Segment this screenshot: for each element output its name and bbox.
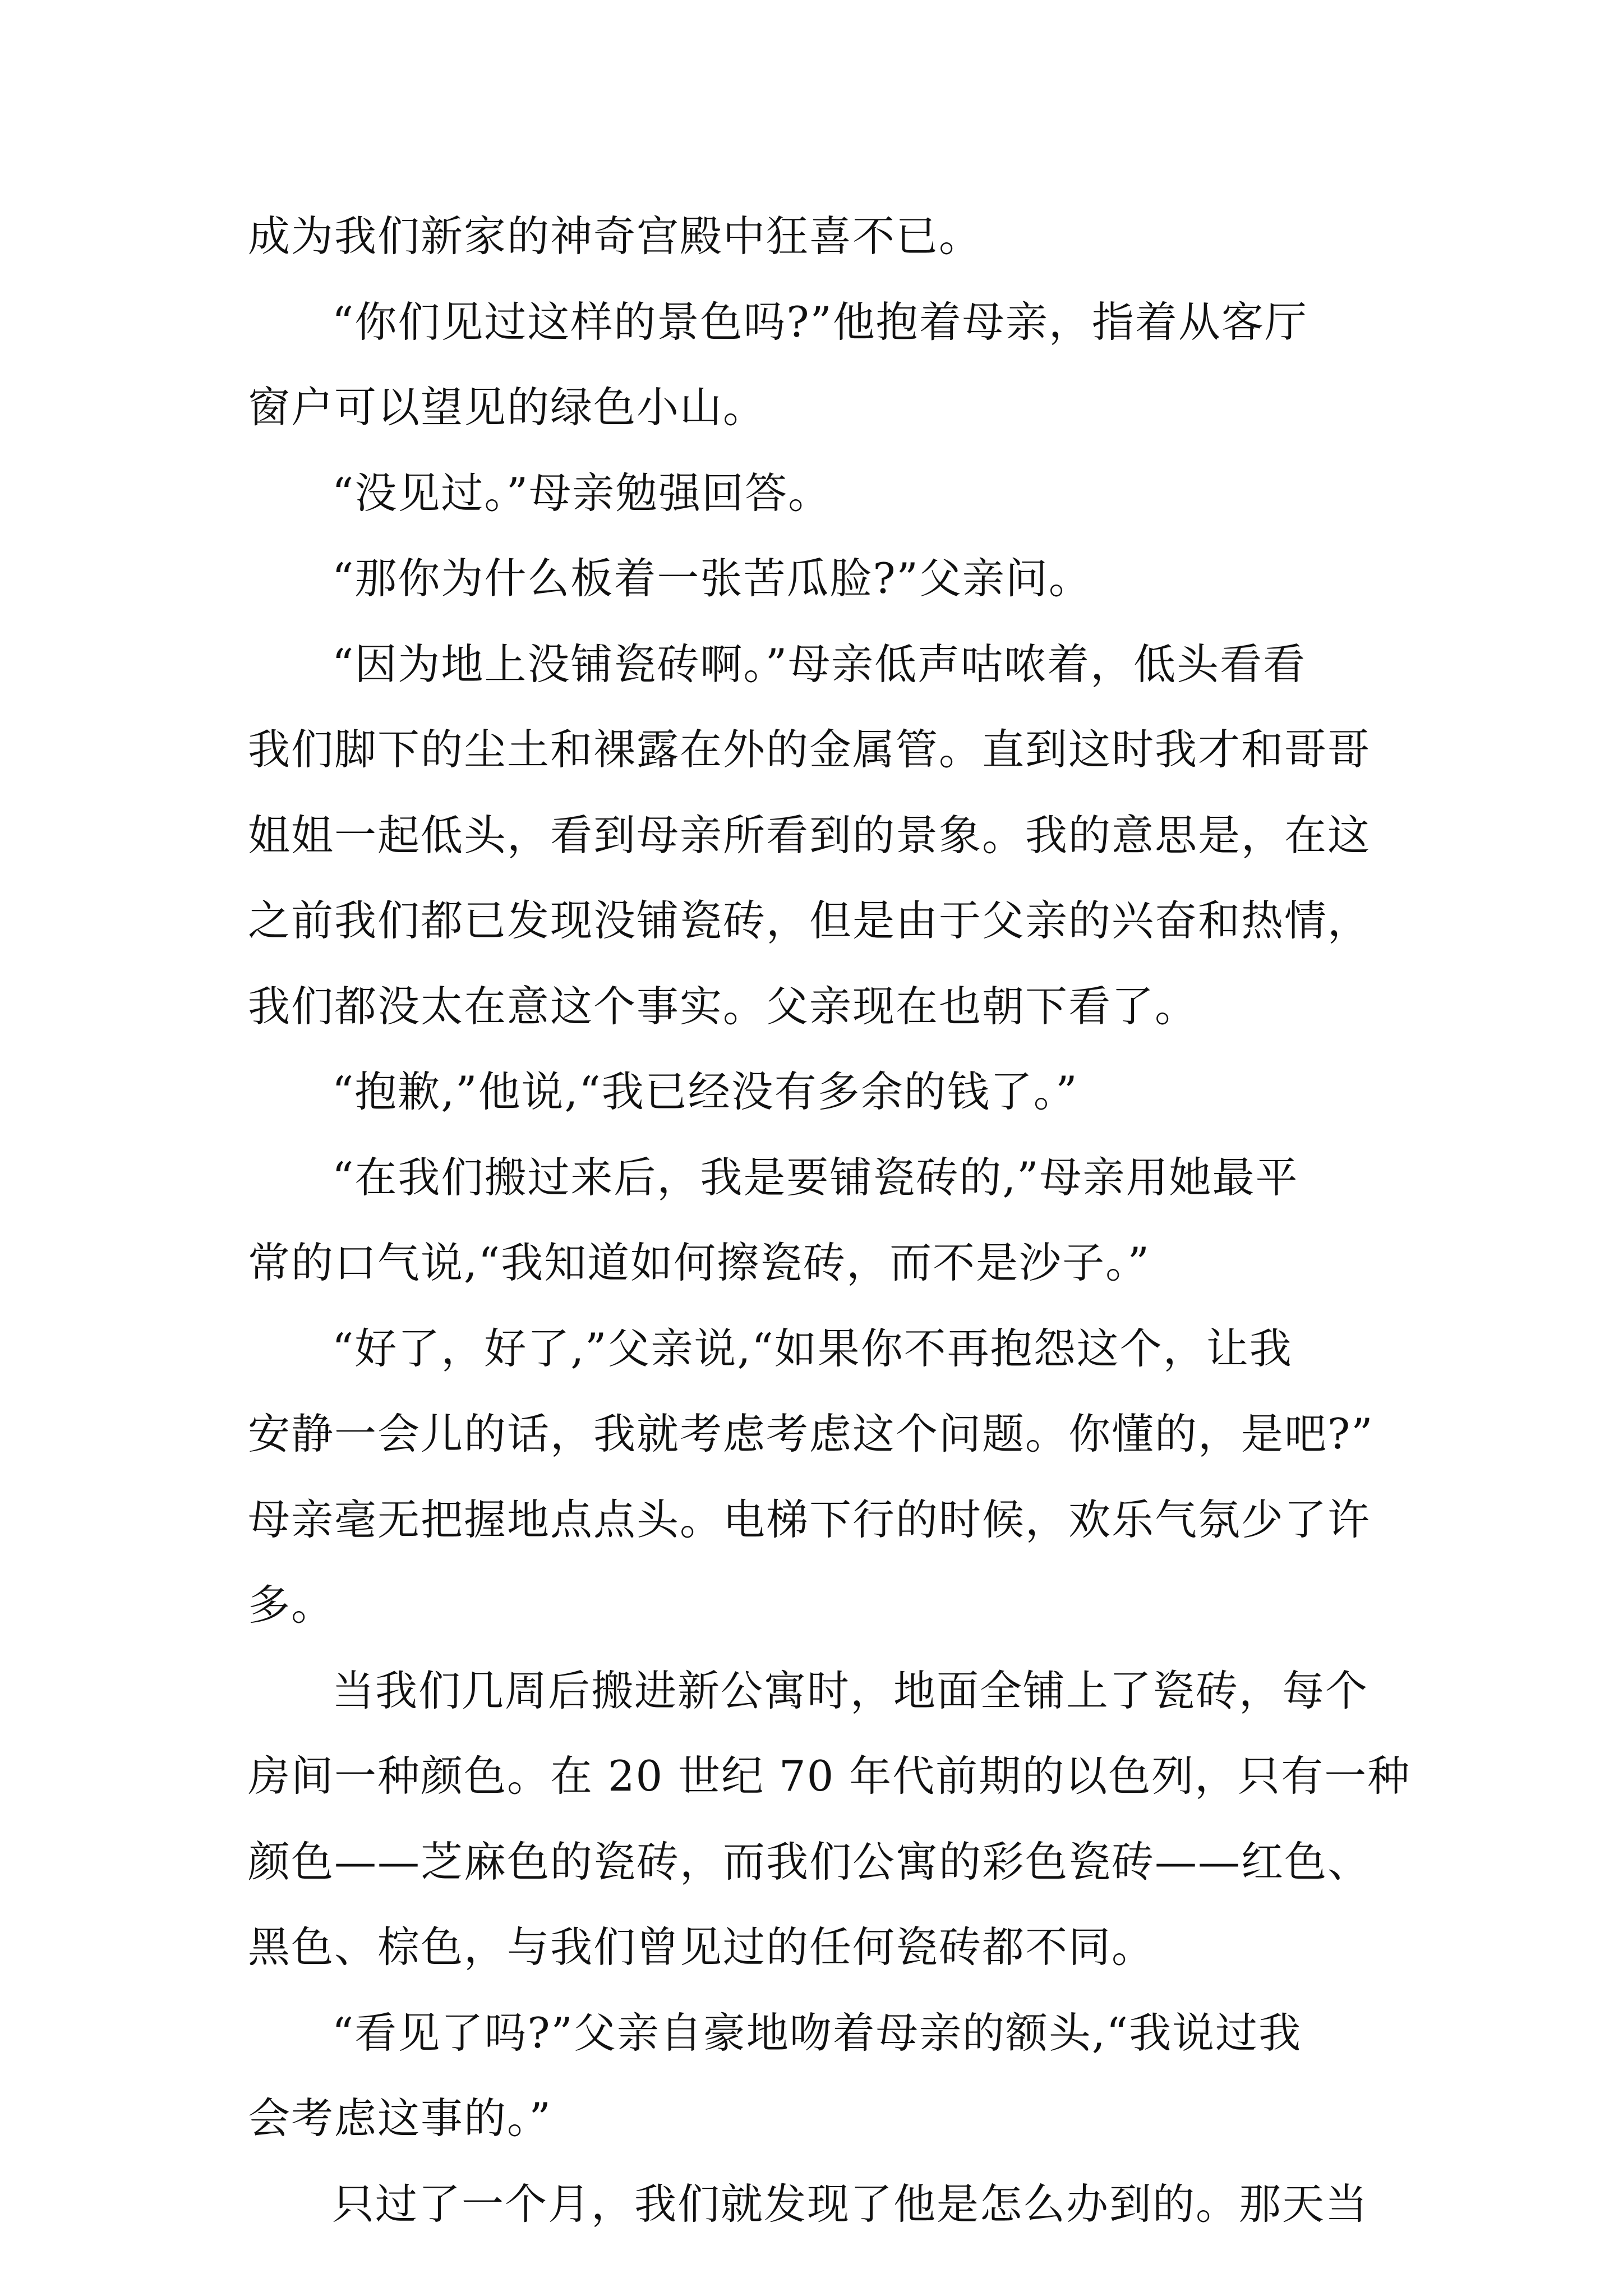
- text-line: 成为我们新家的神奇宫殿中狂喜不已。: [248, 211, 983, 261]
- text-line: 颜色——芝麻色的瓷砖，而我们公寓的彩色瓷砖——红色、: [248, 1837, 1371, 1887]
- text-line: 母亲毫无把握地点点头。电梯下行的时候，欢乐气氛少了许: [248, 1494, 1371, 1544]
- text-line: 我们都没太在意这个事实。父亲现在也朝下看了。: [248, 981, 1198, 1031]
- text-line: “抱歉,”他说,“我已经没有多余的钱了。”: [332, 1067, 1078, 1116]
- text-line: “那你为什么板着一张苦瓜脸?”父亲问。: [332, 554, 1092, 603]
- text-line: “没见过。”母亲勉强回答。: [332, 468, 832, 518]
- text-line: 常的口气说,“我知道如何擦瓷砖，而不是沙子。”: [248, 1238, 1151, 1287]
- text-line: 会考虑这事的。”: [248, 2093, 552, 2143]
- text-line: “你们见过这样的景色吗?”他抱着母亲，指着从客厅: [332, 297, 1308, 347]
- text-line: 之前我们都已发现没铺瓷砖，但是由于父亲的兴奋和热情，: [248, 896, 1371, 945]
- body-text: [248, 194, 1411, 2247]
- text-line: 黑色、棕色，与我们曾见过的任何瓷砖都不同。: [248, 1922, 1155, 1972]
- text-line: 姐姐一起低头，看到母亲所看到的景象。我的意思是，在这: [248, 810, 1371, 860]
- text-line: 房间一种颜色。在 20 世纪 70 年代前期的以色列，只有一种: [248, 1751, 1411, 1801]
- text-line: 当我们几周后搬进新公寓时，地面全铺上了瓷砖，每个: [332, 1665, 1369, 1715]
- text-line: “看见了吗?”父亲自豪地吻着母亲的额头,“我说过我: [332, 2008, 1302, 2058]
- text-line: “好了，好了,”父亲说,“如果你不再抱怨这个，让我: [332, 1323, 1293, 1373]
- text-line: 安静一会儿的话，我就考虑考虑这个问题。你懂的，是吧?”: [248, 1409, 1374, 1458]
- text-line: “因为地上没铺瓷砖啊。”母亲低声咕哝着，低头看看: [332, 639, 1307, 689]
- text-line: 窗户可以望见的绿色小山。: [248, 383, 767, 432]
- text-line: “在我们搬过来后，我是要铺瓷砖的,”母亲用她最平: [332, 1152, 1299, 1202]
- text-line: 只过了一个月，我们就发现了他是怎么办到的。那天当: [332, 2179, 1369, 2229]
- text-line: 多。: [248, 1580, 335, 1630]
- text-line: 我们脚下的尘土和裸露在外的金属管。直到这时我才和哥哥: [248, 725, 1371, 774]
